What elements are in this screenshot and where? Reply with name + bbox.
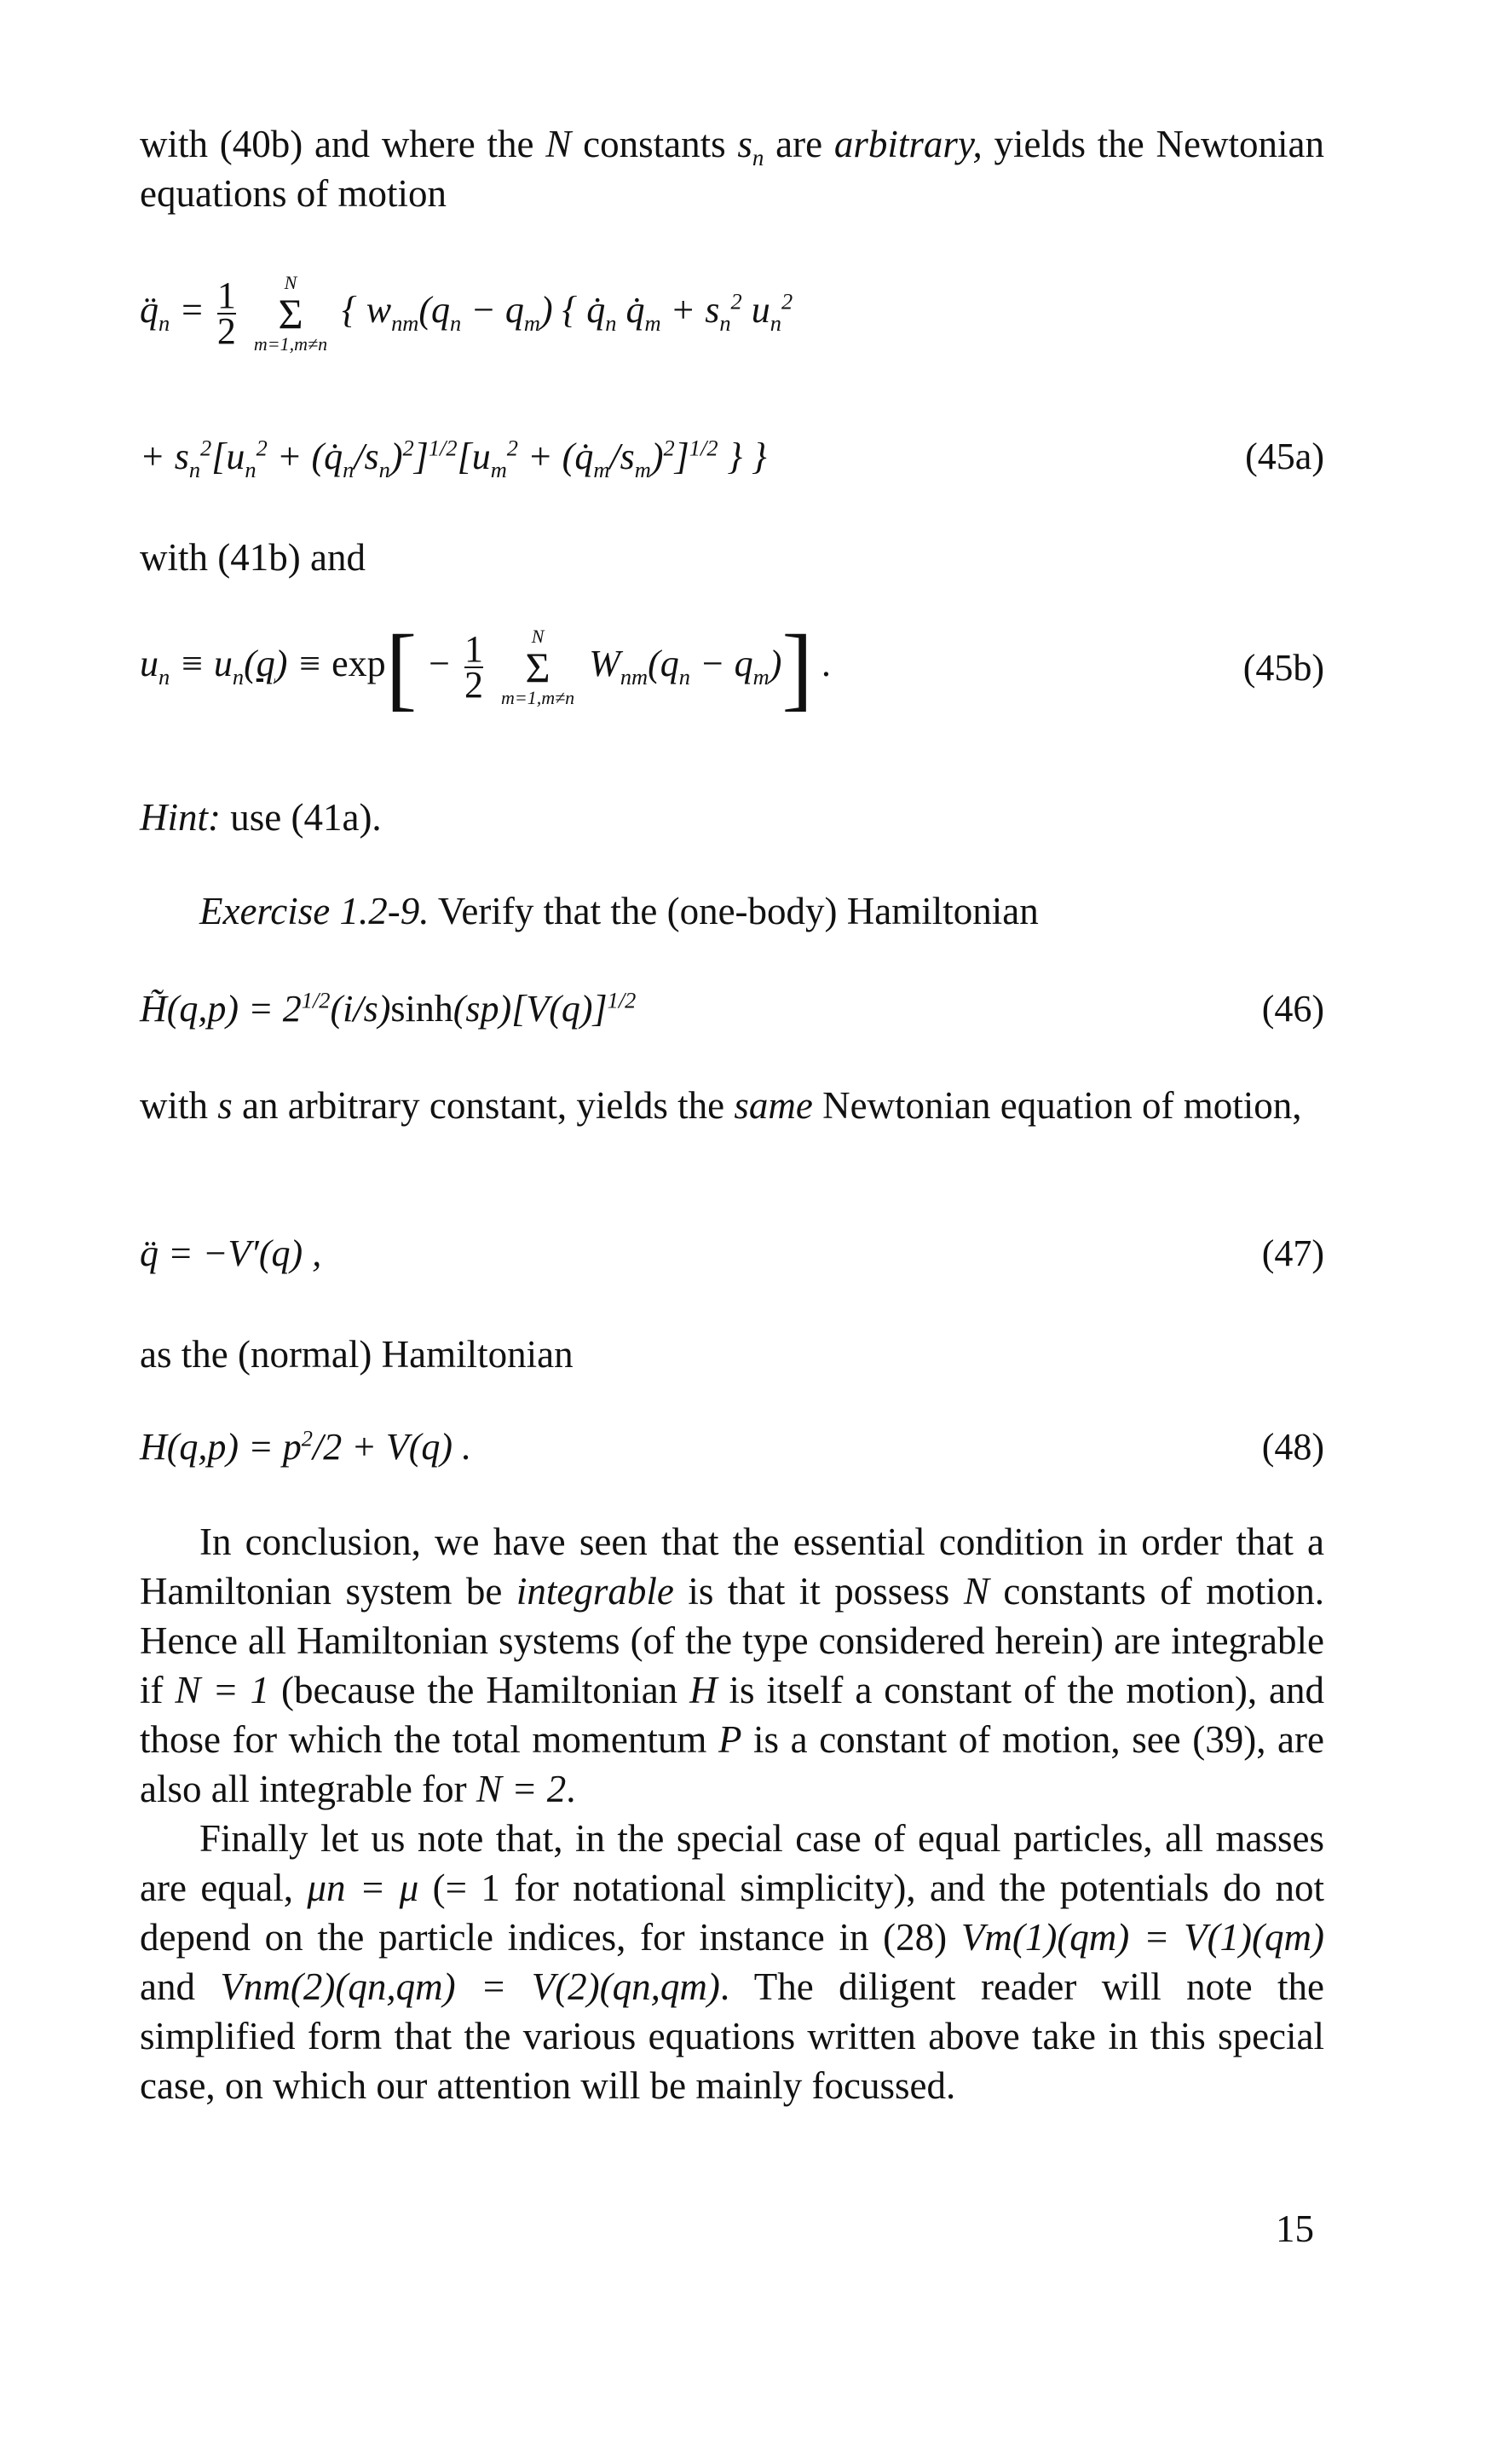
with-41b-text: with (41b) and [140, 536, 366, 579]
conclusion-paragraph: In conclusion, we have seen that the essential condition in order that a Hamiltonian system be integrable is that it possess N constants of motion. Hence all Hamiltonian systems (of the type considered herein) are integrable if N = 1 (because the Hamiltonian H is itself a constant of the motion), and those for which the total momentum P is a constant of motion, see (39), are also all integrable for N = 2. [140, 1521, 1324, 1810]
equation-46: H̃(q,p) = $2^{1/2}(i/s)\sinh(sp)[V(q)]^{1/2}$ (46) [140, 987, 1324, 1030]
equation-45a-line2: + $s_n^2[u_n^2$ + $(q̇_n/s_n)^2]^{1/2}[u_m^2$ + $(q̇_m/s_m)^2]^{1/2}$ } } (45a) [140, 435, 1324, 482]
with-s-paragraph: with s an arbitrary constant, yields the same Newtonian equation of motion, [140, 1084, 1302, 1127]
equation-45a-line1: $q̈_n$ = $\frac{1}{2}$ N Σ m=1,m≠n { $w_{nm}(q_n - q_m)$ { $q̇_n$ $q̇_m + s_n^2$ $u_n^2$ [140, 272, 793, 355]
equation-number: (46) [1261, 988, 1324, 1030]
finally-paragraph: Finally let us note that, in the special case of equal particles, all masses are equal, μn = μ (= 1 for notational simplicity), and the potentials do not depend on the particle indices, for instance in (28) Vm(1)(qm) = V(1)(qm) and Vnm(2)(qn,qm) = V(2)(qn,qm). The diligent reader will note the simplified form that the various equations written above take in this special case, on which our attention will be mainly focussed. [140, 1817, 1325, 2107]
equation-number: (45b) [1242, 647, 1324, 689]
as-normal-text: as the (normal) Hamiltonian [140, 1333, 574, 1376]
equation-45b: $u_n \equiv u_n(q) \equiv \exp$[ − $\frac{1}{2}$ N Σ m=1,m≠n $W_{nm}(q_n - q_m)$] . (45b) [140, 615, 1324, 719]
equation-number: (48) [1261, 1426, 1324, 1468]
hint-text: Hint: use (41a). [140, 796, 382, 839]
equation-47: q̈ = −V′(q) , (47) [140, 1232, 1324, 1274]
equation-number: (47) [1261, 1232, 1324, 1274]
page-number: 15 [1276, 2207, 1314, 2250]
exercise-heading: Exercise 1.2-9. Verify that the (one-body) Hamiltonian [199, 890, 1039, 932]
intro-paragraph: with (40b) and where the N constants $s_n$ are arbitrary, yields the Newtonian equations of motion [140, 123, 1324, 215]
equation-48: $H(q,p) = p^2/2 + V(q)$ . (48) [140, 1425, 1324, 1468]
equation-number: (45a) [1245, 436, 1324, 477]
